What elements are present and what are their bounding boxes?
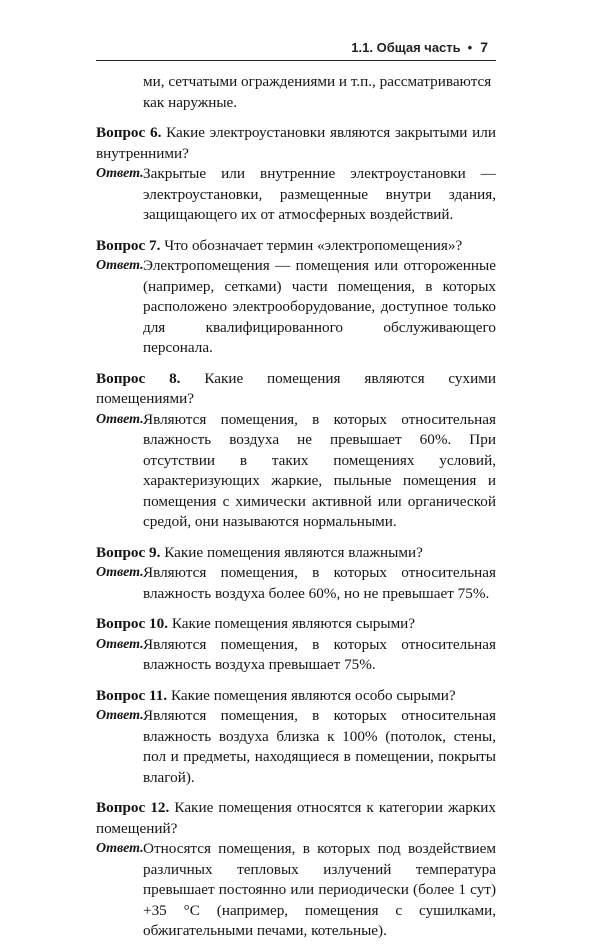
answer: [96, 706, 496, 788]
question-text: Какие помещения являются особо сырыми?: [171, 686, 456, 704]
page-content: [96, 72, 496, 952]
answer: [96, 635, 496, 676]
qa-item-8: [96, 369, 496, 533]
answer: [96, 410, 496, 533]
question-label: Вопрос 8.: [96, 369, 181, 387]
qa-item-6: [96, 123, 496, 226]
header-bullet: •: [467, 40, 473, 55]
question-label: Вопрос 11.: [96, 686, 168, 704]
header-text: [351, 39, 488, 55]
question-label: Вопрос 12.: [96, 799, 170, 816]
question: [96, 123, 496, 164]
qa-item-9: [96, 543, 496, 605]
answer-text: Являются помещения, в которых относительная влажность воздуха близка к 100% (потолок, стены, пол и предметы, находящиеся в помещении, покрыты влагой).: [143, 707, 496, 786]
question: [96, 369, 496, 410]
answer: [96, 563, 496, 604]
page-number: 7: [480, 39, 488, 55]
question-text: Какие помещения относятся к категории жарких помещений?: [96, 799, 496, 837]
question-text: Какие помещения являются влажными?: [164, 543, 423, 561]
question-text: Какие электроустановки являются закрытыми или внутренними?: [96, 124, 496, 162]
qa-item-12: [96, 798, 496, 942]
question-text: Какие помещения являются сухими помещениями?: [96, 369, 496, 407]
answer-text: Являются помещения, в которых относительная влажность воздуха не превышает 60%. При отсутствии в таких помещениях условий, характеризующих жаркие, пыльные помещения и помещения с химически активной или органической средой, они называются нормальными.: [143, 410, 496, 530]
header-section-title: 1.1. Общая часть: [351, 40, 461, 55]
question: [96, 614, 496, 635]
question-label: Вопрос 7.: [96, 236, 161, 254]
question-text: Какие помещения являются сырыми?: [171, 615, 416, 632]
answer-text: Являются помещения, в которых относительная влажность воздуха более 60%, но не превышает 75%.: [143, 564, 496, 602]
answer-text: Электропомещения — помещения или отгороженные (например, сетками) части помещения, в которых расположено электрооборудование, доступное только для квалифицированного обслуживающего персонала.: [143, 257, 496, 356]
qa-item-10: [96, 614, 496, 676]
qa-item-7: [96, 236, 496, 359]
question: [96, 798, 496, 839]
continuation-text: ми, сетчатыми ограждениями и т.п., рассматриваются как наружные.: [143, 73, 492, 111]
answer-text: Являются помещения, в которых относительная влажность воздуха превышает 75%.: [143, 635, 496, 673]
question-label: Вопрос 6.: [96, 124, 162, 141]
answer-label: Ответ.: [96, 708, 144, 723]
question: [96, 686, 496, 707]
answer: [96, 164, 496, 226]
answer: [96, 839, 496, 942]
question-label: Вопрос 10.: [96, 615, 169, 632]
question-text: Что обозначает термин «электропомещения»?: [164, 236, 463, 254]
running-header: [96, 38, 496, 61]
qa-item-11: [96, 686, 496, 789]
answer-text: Закрытые или внутренние электроустановки — электроустановки, размещенные внутри здания, защищающего их от атмосферных воздействий.: [143, 165, 496, 223]
answer-label: Ответ.: [96, 258, 144, 273]
question: [96, 543, 496, 564]
answer-label: Ответ.: [96, 636, 144, 652]
answer-label: Ответ.: [96, 841, 144, 856]
answer: [96, 256, 496, 359]
answer-label: Ответ.: [96, 565, 144, 580]
answer-text: Относятся помещения, в которых под воздействием различных тепловых излучений температура превышает постоянно или периодически (более 1 сут) +35 °С (например, помещения с сушилками, обжигательными печами, котельные).: [143, 840, 496, 939]
question: [96, 236, 496, 257]
answer-label: Ответ.: [96, 166, 144, 181]
question-label: Вопрос 9.: [96, 543, 161, 561]
answer-label: Ответ.: [96, 411, 144, 427]
